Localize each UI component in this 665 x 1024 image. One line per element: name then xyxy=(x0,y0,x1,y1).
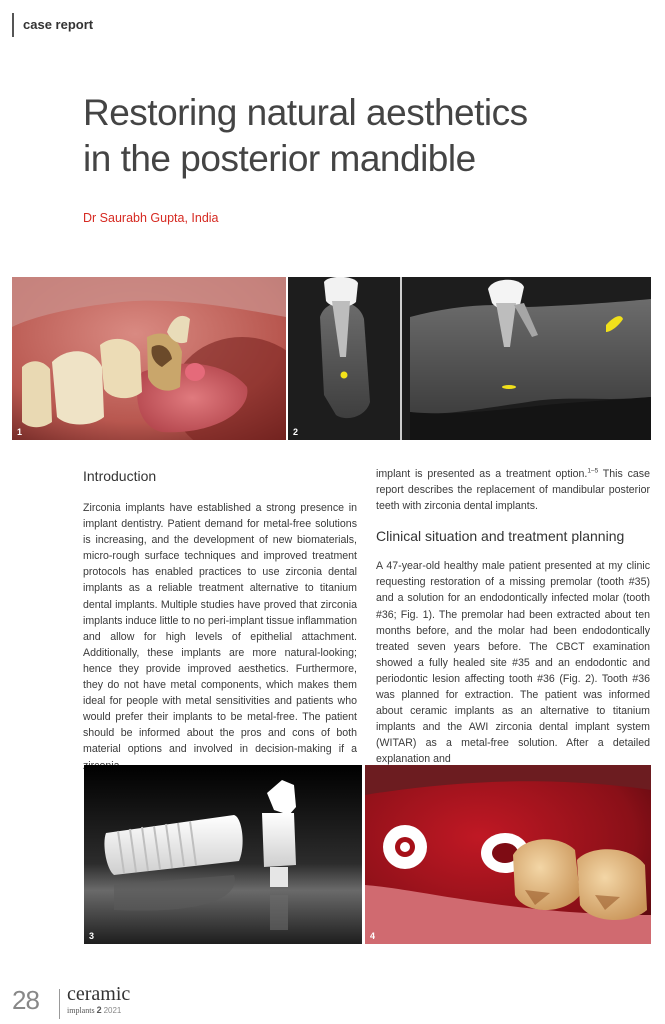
issue-number: 2 xyxy=(96,1005,102,1015)
author-byline: Dr Saurabh Gupta, India xyxy=(83,211,219,225)
clinical-situation-heading: Clinical situation and treatment planning xyxy=(376,528,625,545)
page-number: 28 xyxy=(12,985,39,1015)
introduction-paragraph: Zirconia implants have established a strong presence in implant dentistry. Patient demand for metal-free solutions is increasing, and the development of new biomaterials, micro-rough surface techniques and improved treatment protocols has enabled practices to use zirconia dental implants as a reliable treatment alternative to titanium dental implants. Multiple studies have proved that zirconia implants induce little to no peri-implant tissue inflammation and allow for high levels of epithelial attachment. Additionally, these implants are more natural-looking; hence they provide improved aesthetics. Furthermore, they do not have metal components, which makes them ideal for people with metal sensitivities and patients who would prefer their implants to be metal-free. The patient should be informed about the pros and cons of both material options and involved in decision-making if a xyxy=(83,502,357,756)
figure-2-cbct-scan xyxy=(288,277,651,440)
right-paragraph-2: A 47-year-old healthy male patient presented at my clinic requesting restoration of a missing premolar (tooth #35) and a solution for an endodontically infected molar (tooth #36; Fig. 1). The premolar had been extracted about ten months before, and the molar had been endodontically treated seven years before. The CBCT examination showed a fully healed site #35 and an endodontic and periodontic lesion affecting tooth #36 (Fig. 2). Tooth #36 was planned for extraction. The patient was informed about ceramic implants as an alternative to titanium implants and the AWI zirconia dental implant system (WITAR) as a metal-free solution. After a detailed explanation and xyxy=(376,560,650,766)
title-line-1: Restoring natural aesthetics xyxy=(83,92,528,133)
left-column xyxy=(83,466,357,774)
zirconia-implant-image xyxy=(84,765,362,944)
cbct-scan-image xyxy=(288,277,651,440)
section-label: case report xyxy=(12,13,93,37)
figure-4-number: 4 xyxy=(370,931,376,941)
right-column xyxy=(376,466,650,768)
reference-superscript: 1–5 xyxy=(587,467,599,475)
article-title xyxy=(83,90,603,182)
figure-1-number: 1 xyxy=(17,427,23,437)
intraoral-photo-image xyxy=(12,277,286,440)
figure-2-number: 2 xyxy=(293,427,299,437)
magazine-subtitle xyxy=(67,1005,121,1015)
figure-1-intraoral-photo xyxy=(12,277,286,440)
figure-4-surgical-site xyxy=(365,765,651,944)
introduction-heading: Introduction xyxy=(83,468,157,484)
figure-3-zirconia-implant xyxy=(84,765,362,944)
figure-3-number: 3 xyxy=(89,931,95,941)
right-paragraph-1-text-cont: This case report describes the replacement of mandibular posterior teeth with zirconia dental implants. xyxy=(376,468,650,513)
issue-year: 2021 xyxy=(103,1006,122,1015)
right-paragraph-1-text: implant is presented as a treatment option. xyxy=(376,468,588,480)
footer-divider xyxy=(59,989,60,1019)
title-line-2: in the posterior mandible xyxy=(83,138,476,179)
magazine-name: ceramic xyxy=(67,983,131,1005)
magazine-subtitle-text: implants xyxy=(67,1006,95,1015)
right-paragraph-1 xyxy=(376,466,650,514)
surgical-site-image xyxy=(365,765,651,944)
